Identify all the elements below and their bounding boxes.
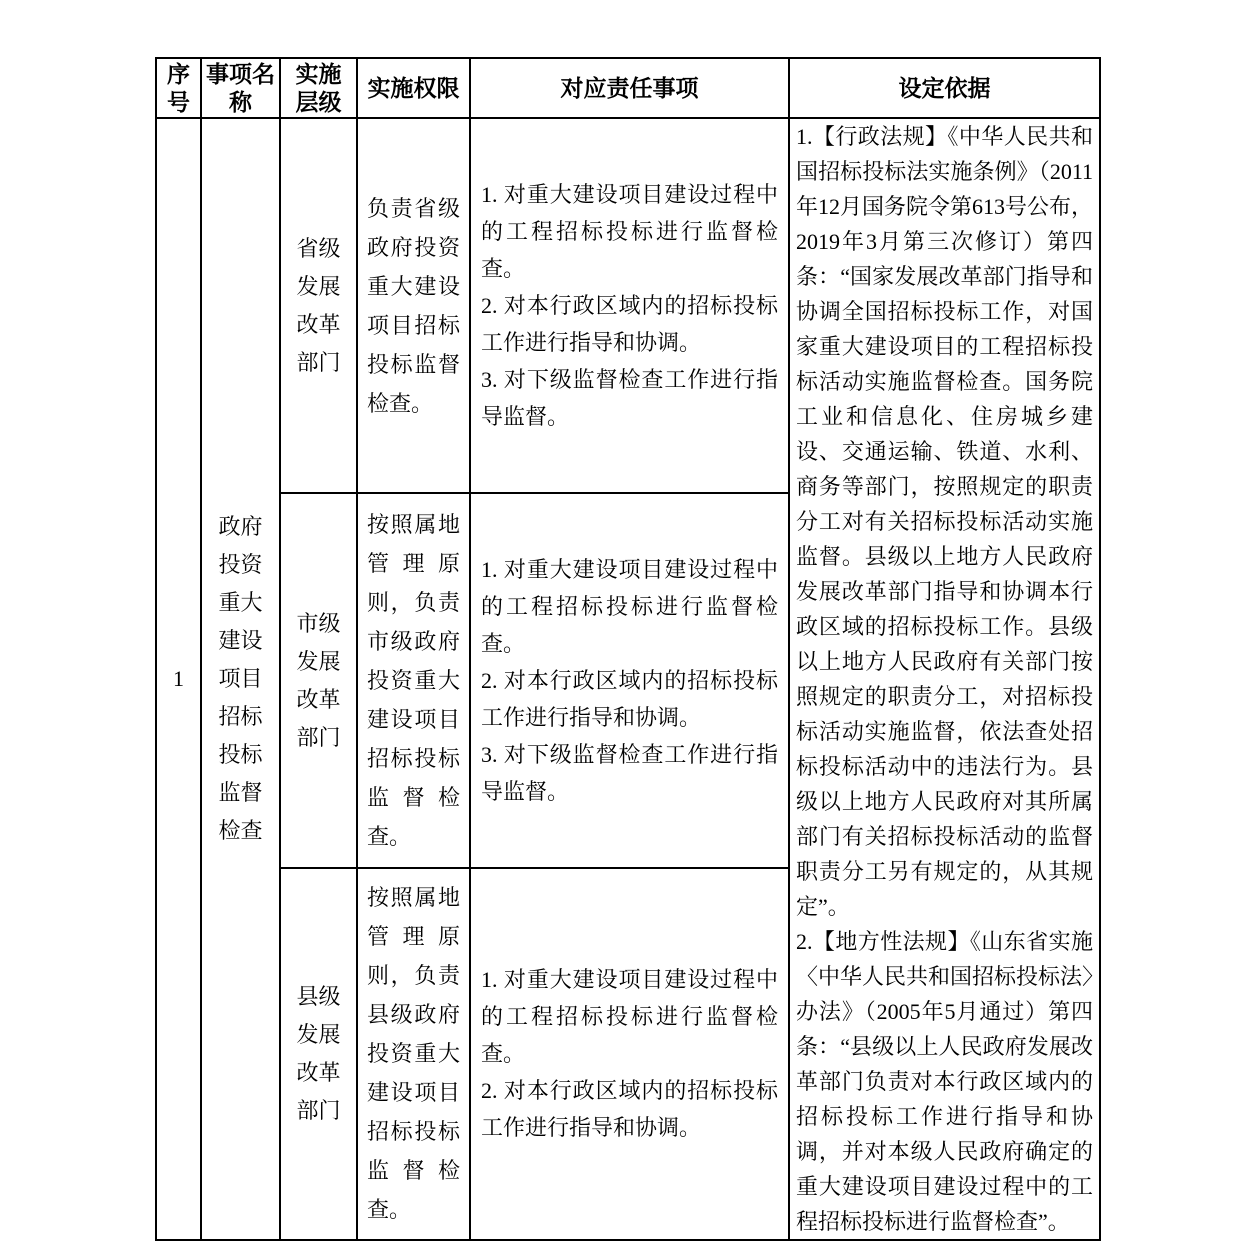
header-level: 实施层级 (280, 58, 357, 118)
legal-basis (789, 118, 1100, 1240)
authority-county: 按照属地管理原则，负责县级政府投资重大建设项目招标投标监督检查。 (357, 868, 470, 1240)
duty-item: 2. 对本行政区域内的招标投标工作进行指导和协调。 (481, 1078, 778, 1141)
duty-item: 2. 对本行政区域内的招标投标工作进行指导和协调。 (481, 293, 778, 356)
authority-provincial: 负责省级政府投资重大建设项目招标投标监督检查。 (357, 118, 470, 493)
serial-number: 1 (156, 118, 201, 1240)
duty-item: 3. 对下级监督检查工作进行指导监督。 (481, 742, 778, 804)
header-serial: 序号 (156, 58, 201, 118)
basis-paragraph-1: 1.【行政法规】《中华人民共和国招标投标法实施条例》（2011年12月国务院令第613号公布，2019年3月第三次修订）第四条：“国家发展改革部门指导和协调全国招标投标工作，对国家重大建设项目的工程招标投标活动实施监督检查。国务院工业和信息化、住房城乡建设、交通运输、铁道、水利、商务等部门，按照规定的职责分工对有关招标投标活动实施监督。县级以上地方人民政府发展改革部门指导和协调本行政区域的招标投标工作。县级以上地方人民政府有关部门按照规定的职责分工，对招标投标活动实施监督，依法查处招标投标活动中的违法行为。县级以上地方人民政府对其所属部门有关招标投标活动的监督职责分工另有规定的，从其规定”。 (796, 124, 1094, 919)
item-name: 政府投资重大建设项目招标投标监督检查 (201, 118, 280, 1240)
table-row-provincial (156, 118, 1100, 493)
duty-item: 1. 对重大建设项目建设过程中的工程招标投标进行监督检查。 (481, 967, 778, 1067)
header-item-name: 事项名称 (201, 58, 280, 118)
duties-municipal (470, 493, 789, 867)
header-authority: 实施权限 (357, 58, 470, 118)
duty-table (155, 57, 1101, 1241)
header-duties: 对应责任事项 (470, 58, 789, 118)
level-municipal: 市级发展改革部门 (280, 493, 357, 867)
level-county: 县级发展改革部门 (280, 868, 357, 1240)
duty-item: 3. 对下级监督检查工作进行指导监督。 (481, 367, 778, 430)
duty-item: 1. 对重大建设项目建设过程中的工程招标投标进行监督检查。 (481, 557, 778, 656)
header-row (156, 58, 1100, 118)
duty-item: 1. 对重大建设项目建设过程中的工程招标投标进行监督检查。 (481, 182, 778, 282)
header-basis: 设定依据 (789, 58, 1100, 118)
duties-provincial (470, 118, 789, 493)
basis-paragraph-2: 2.【地方性法规】《山东省实施〈中华人民共和国招标投标法〉办法》（2005年5月通过）第四条：“县级以上人民政府发展改革部门负责对本行政区域内的招标投标工作进行指导和协调，并对本级人民政府确定的重大建设项目建设过程中的工程招标投标进行监督检查”。 (796, 929, 1094, 1234)
duty-item: 2. 对本行政区域内的招标投标工作进行指导和协调。 (481, 668, 778, 730)
authority-municipal: 按照属地管理原则，负责市级政府投资重大建设项目招标投标监督检查。 (357, 493, 470, 867)
duties-county (470, 868, 789, 1240)
level-provincial: 省级发展改革部门 (280, 118, 357, 493)
